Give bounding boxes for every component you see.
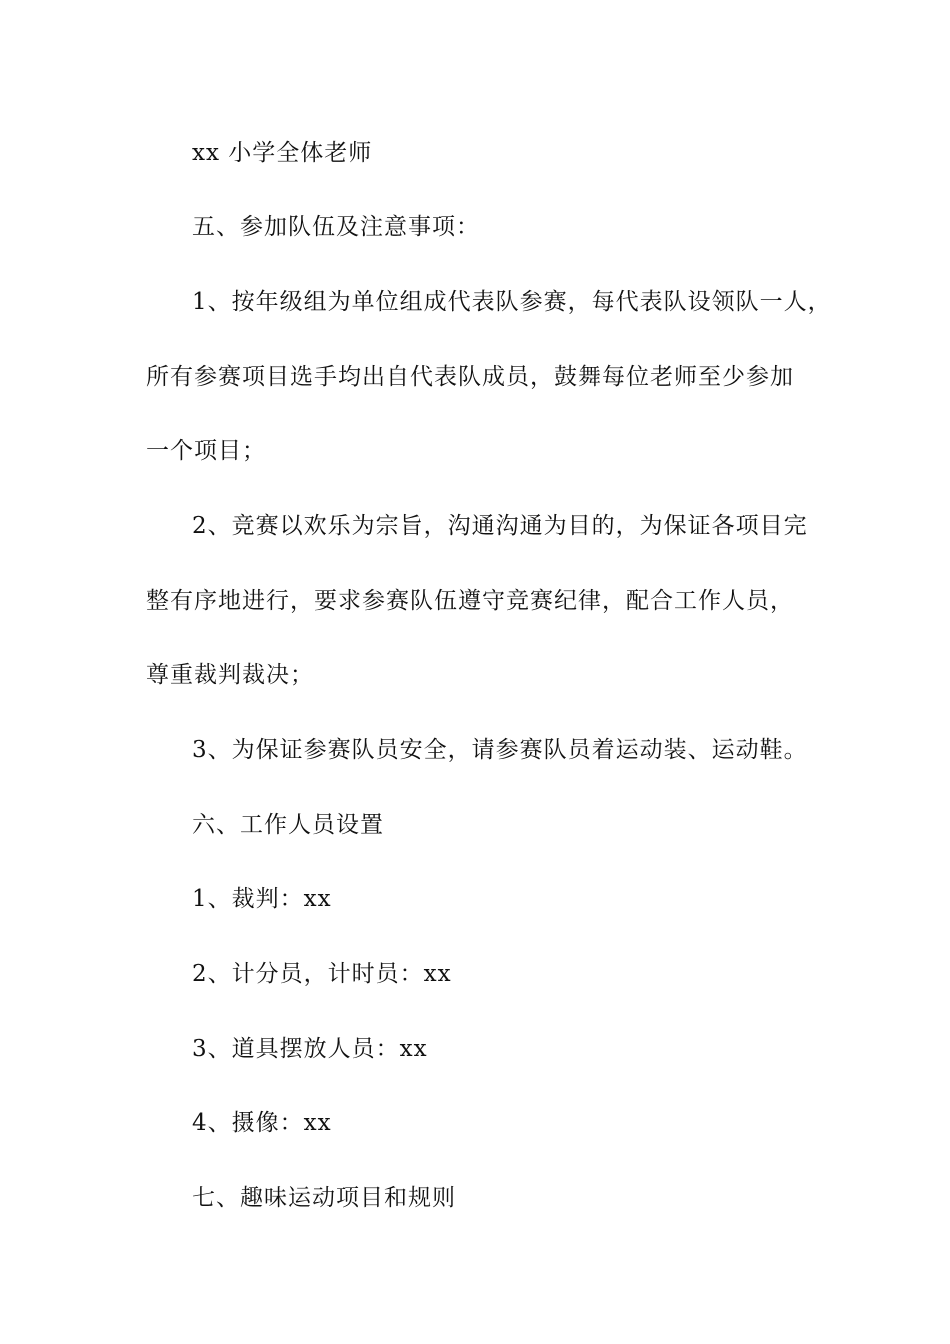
staff-referee: 1、裁判：xx xyxy=(192,886,332,912)
staff-props: 3、道具摆放人员：xx xyxy=(192,1036,428,1062)
item-1-line-3: 一个项目； xyxy=(146,438,266,464)
item-2-line-3: 尊重裁判裁决； xyxy=(146,662,314,688)
item-1-line-1: 1、按年级组为单位组成代表队参赛，每代表队设领队一人， xyxy=(192,289,832,315)
item-2-line-2: 整有序地进行，要求参赛队伍遵守竞赛纪律，配合工作人员， xyxy=(146,588,794,614)
staff-camera: 4、摄像：xx xyxy=(192,1110,332,1136)
item-1-line-2: 所有参赛项目选手均出自代表队成员，鼓舞每位老师至少参加 xyxy=(146,364,794,390)
section-6-heading: 六、工作人员设置 xyxy=(192,812,384,838)
section-5-heading: 五、参加队伍及注意事项： xyxy=(192,214,480,240)
item-3-line: 3、为保证参赛队员安全，请参赛队员着运动装、运动鞋。 xyxy=(192,737,808,763)
section-7-heading: 七、趣味运动项目和规则 xyxy=(192,1185,456,1211)
participants-line: xx 小学全体老师 xyxy=(192,140,373,166)
staff-scorer-timer: 2、计分员，计时员：xx xyxy=(192,961,452,987)
item-2-line-1: 2、竞赛以欢乐为宗旨，沟通沟通为目的，为保证各项目完 xyxy=(192,513,808,539)
